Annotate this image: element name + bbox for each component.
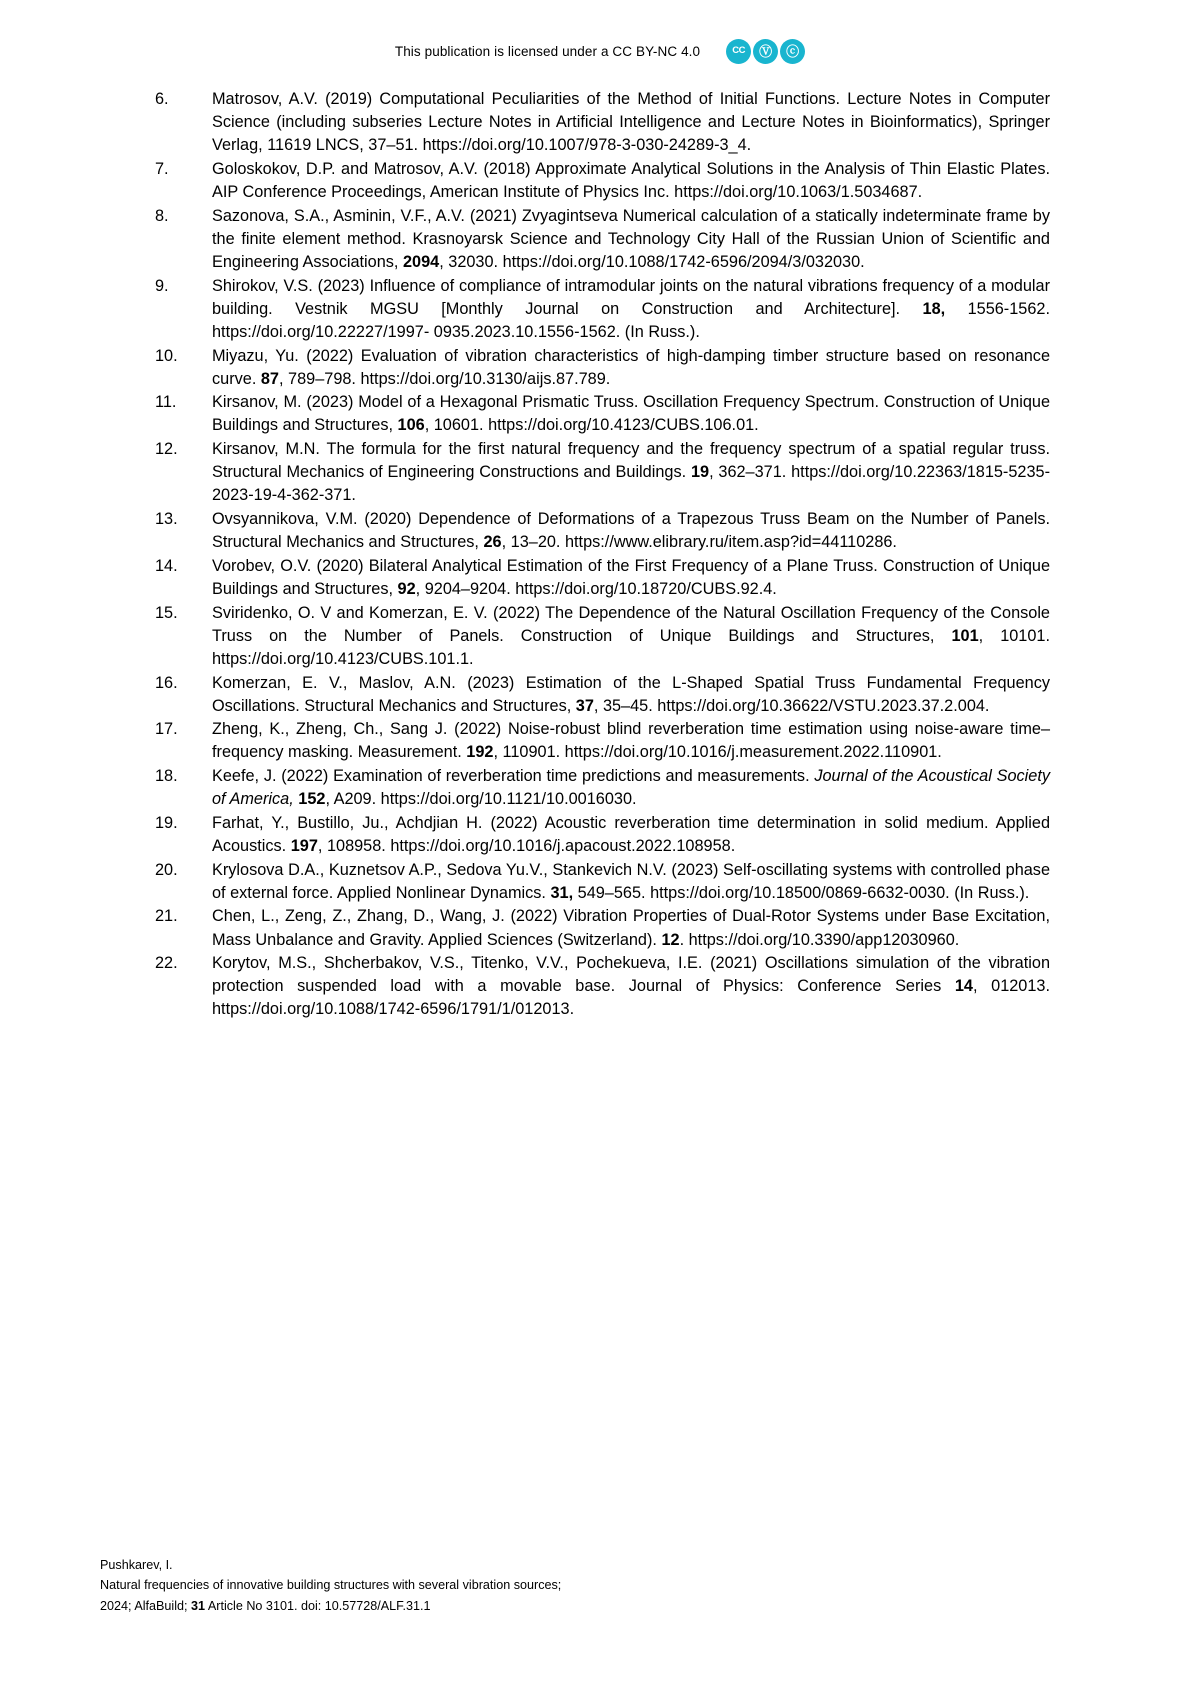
- list-item: [155, 391, 1050, 437]
- reference-text: Goloskokov, D.P. and Matrosov, A.V. (2018) Approximate Analytical Solutions in the Analysis of Thin Elastic Plates. AIP Conference Proceedings, American Institute of Physics Inc. https://doi.org/10.1063/1.5034687.: [212, 159, 1050, 202]
- reference-number: 10.: [155, 346, 178, 365]
- reference-list: [155, 88, 1050, 1022]
- list-item: [155, 88, 1050, 157]
- list-item: [155, 672, 1050, 718]
- reference-number: 9.: [155, 276, 169, 295]
- footer-article-title: Natural frequencies of innovative building structures with several vibration sources;: [100, 1578, 562, 1593]
- list-item: [155, 275, 1050, 344]
- list-item: [155, 812, 1050, 858]
- list-item: [155, 765, 1050, 811]
- reference-number: 22.: [155, 954, 178, 973]
- reference-text: Ovsyannikova, V.M. (2020) Dependence of Deformations of a Trapezous Truss Beam on the Number of Panels. Structural Mechanics and Structures, 26, 13–20. https://www.elibrary.ru/item.asp?id=44110286.: [212, 510, 1050, 552]
- reference-text: Farhat, Y., Bustillo, Ju., Achdjian H. (2022) Acoustic reverberation time determination in solid medium. Applied Acoustics. 197, 108958. https://doi.org/10.1016/j.apacoust.2022.108958.: [212, 813, 1050, 855]
- reference-text: Sazonova, S.A., Asminin, V.F., A.V. (2021) Zvyagintseva Numerical calculation of a statically indeterminate frame by the finite element method. Krasnoyarsk Science and Technology City Hall of the Russian Union of Scientific and Engineering Associations, 2094, 32030. https://doi.org/10.1088/1742-6596/2094/3/032030.: [212, 206, 1050, 271]
- reference-text: Komerzan, E. V., Maslov, A.N. (2023) Estimation of the L-Shaped Spatial Truss Fundamental Frequency Oscillations. Structural Mechanics and Structures, 37, 35–45. https://doi.org/10.36622/VSTU.2023.37.2.004.: [212, 673, 1050, 715]
- list-item: [155, 555, 1050, 601]
- reference-number: 8.: [155, 206, 169, 225]
- list-item: [155, 205, 1050, 274]
- reference-number: 19.: [155, 813, 178, 832]
- reference-text: Matrosov, A.V. (2019) Computational Peculiarities of the Method of Initial Functions. Lecture Notes in Computer Science (including subseries Lecture Notes in Artificial Intelligence and Lecture Notes in Bioinformatics), Springer Verlag, 11619 LNCS, 37–51. https://doi.org/10.1007/978-3-030-24289-3_4.: [212, 90, 1050, 155]
- list-item: [155, 952, 1050, 1021]
- creative-commons-badge: [726, 39, 805, 64]
- reference-number: 21.: [155, 907, 178, 926]
- page-footer: [100, 1555, 1060, 1616]
- reference-text: Keefe, J. (2022) Examination of reverberation time predictions and measurements. Journal of the Acoustical Society of America, 152, A209. https://doi.org/10.1121/10.0016030.: [212, 767, 1050, 809]
- footer-citation: 2024; AlfaBuild; 31 Article No 3101. doi: 10.57728/ALF.31.1: [100, 1598, 431, 1613]
- reference-number: 7.: [155, 159, 169, 178]
- reference-text: Kirsanov, M.N. The formula for the first natural frequency and the frequency spectrum of a spatial regular truss. Structural Mechanics of Engineering Constructions and Buildings. 19, 362–371. https://doi.org/10.22363/1815-5235-2023-19-4-362-371.: [212, 440, 1050, 505]
- list-item: [155, 905, 1050, 951]
- reference-text: Korytov, M.S., Shcherbakov, V.S., Titenko, V.V., Pochekueva, I.E. (2021) Oscillations simulation of the vibration protection suspended load with a movable base. Journal of Physics: Conference Series 14, 012013. https://doi.org/10.1088/1742-6596/1791/1/012013.: [212, 954, 1050, 1019]
- list-item: [155, 859, 1050, 905]
- reference-text: Chen, L., Zeng, Z., Zhang, D., Wang, J. (2022) Vibration Properties of Dual-Rotor Systems under Base Excitation, Mass Unbalance and Gravity. Applied Sciences (Switzerland). 12. https://doi.org/10.3390/app12030960.: [212, 907, 1050, 949]
- reference-text: Zheng, K., Zheng, Ch., Sang J. (2022) Noise-robust blind reverberation time estimation using noise-aware time–frequency masking. Measurement. 192, 110901. https://doi.org/10.1016/j.measurement.2022.110901.: [212, 720, 1050, 762]
- reference-number: 17.: [155, 720, 178, 739]
- reference-text: Vorobev, O.V. (2020) Bilateral Analytical Estimation of the First Frequency of a Plane Truss. Construction of Unique Buildings and Structures, 92, 9204–9204. https://doi.org/10.18720/CUBS.92.4.: [212, 556, 1050, 598]
- reference-number: 20.: [155, 860, 178, 879]
- list-item: [155, 158, 1050, 204]
- reference-number: 18.: [155, 767, 178, 786]
- reference-number: 6.: [155, 90, 169, 108]
- footer-author: Pushkarev, I.: [100, 1558, 173, 1572]
- reference-text: Krylosova D.A., Kuznetsov A.P., Sedova Yu.V., Stankevich N.V. (2023) Self-oscillating systems with controlled phase of external force. Applied Nonlinear Dynamics. 31, 549–565. https://doi.org/10.18500/0869-6632-0030. (In Russ.).: [212, 860, 1050, 902]
- reference-number: 11.: [155, 393, 177, 412]
- cc-by-person-icon: Ⓥ: [753, 39, 778, 64]
- license-header: [0, 30, 1200, 72]
- reference-number: 12.: [155, 440, 178, 459]
- reference-text: Kirsanov, M. (2023) Model of a Hexagonal Prismatic Truss. Oscillation Frequency Spectrum. Construction of Unique Buildings and Structures, 106, 10601. https://doi.org/10.4123/CUBS.106.01.: [212, 393, 1050, 435]
- list-item: [155, 602, 1050, 671]
- cc-icon: CC: [726, 39, 751, 64]
- reference-number: 14.: [155, 556, 178, 575]
- reference-number: 15.: [155, 603, 178, 622]
- list-item: [155, 438, 1050, 507]
- reference-text: Sviridenko, O. V and Komerzan, E. V. (2022) The Dependence of the Natural Oscillation Frequency of the Console Truss on the Number of Panels. Construction of Unique Buildings and Structures, 101, 10101. https://doi.org/10.4123/CUBS.101.1.: [212, 603, 1050, 668]
- license-statement: This publication is licensed under a CC BY-NC 4.0: [394, 43, 701, 59]
- list-item: [155, 508, 1050, 554]
- reference-number: 16.: [155, 673, 178, 692]
- list-item: [155, 345, 1050, 391]
- list-item: [155, 718, 1050, 764]
- cc-nc-nocommercial-icon: ⓒ: [780, 39, 805, 64]
- reference-text: Shirokov, V.S. (2023) Influence of compliance of intramodular joints on the natural vibrations frequency of a modular building. Vestnik MGSU [Monthly Journal on Construction and Architecture]. 18, 1556-1562. https://doi.org/10.22227/1997- 0935.2023.10.1556-1562. (In Russ.).: [212, 276, 1050, 341]
- reference-number: 13.: [155, 510, 178, 529]
- reference-text: Miyazu, Yu. (2022) Evaluation of vibration characteristics of high-damping timber structure based on resonance curve. 87, 789–798. https://doi.org/10.3130/aijs.87.789.: [212, 346, 1050, 388]
